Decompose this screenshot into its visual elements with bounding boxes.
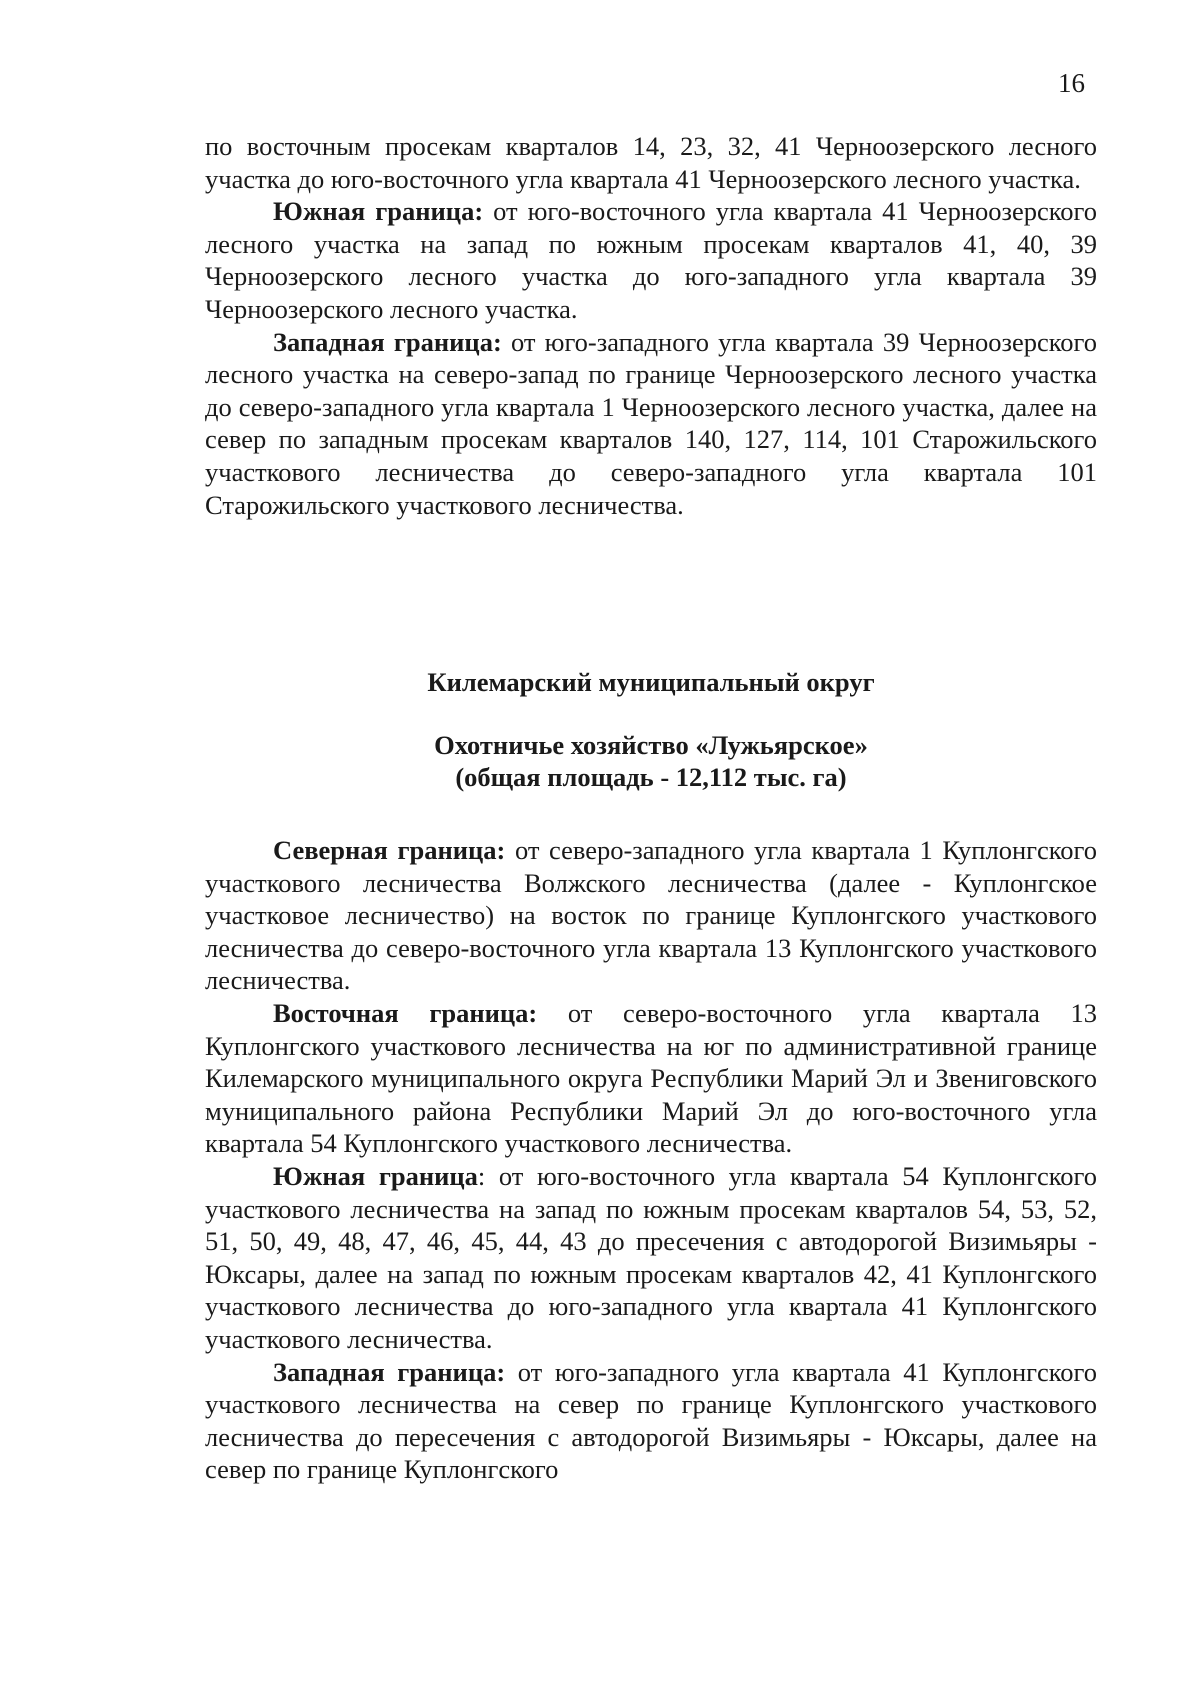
south-boundary-text: от юго-восточного угла квартала 41 Черноозерского лесного участка на запад по южным просекам кварталов 41, 40, 39 Черноозерского лесного участка до юго-западного угла квартала 39 Черноозерского лесного участка.: [205, 196, 1097, 324]
east-boundary-label: Восточная граница:: [273, 997, 538, 1028]
paragraph-east-boundary: [205, 997, 1097, 1160]
paragraph-north-boundary: [205, 834, 1097, 997]
east-boundary-text: от северо-восточного угла квартала 13 Куплонгского участкового лесничества на юг по административной границе Килемарского муниципального округа Республики Марий Эл и Звениговского муниципального района Республики Марий Эл до юго-восточного угла квартала 54 Куплонгского участкового лесничества.: [205, 997, 1097, 1159]
south-boundary-label-2: Южная граница: [273, 1160, 478, 1191]
paragraph-continued: по восточным просекам кварталов 14, 23, 32, 41 Черноозерского лесного участка до юго-восточного угла квартала 41 Черноозерского лесного участка.: [205, 131, 1097, 194]
north-boundary-label: Северная граница:: [273, 835, 506, 865]
west-boundary-text-2: от юго-западного угла квартала 41 Куплонгского участкового лесничества на север по границе Куплонгского участкового лесничества до пересечения с автодорогой Визимьяры - Юксары, далее на север по границе Куплонгского: [205, 1356, 1097, 1485]
south-boundary-text-2: : от юго-восточного угла квартала 54 Куплонгского участкового лесничества на запад по южным просекам кварталов 54, 53, 52, 51, 50, 49, 48, 47, 46, 45, 44, 43 до пресечения с автодорогой Визимьяры - Юксары, далее на запад по южным просекам кварталов 42, 41 Куплонгского участкового лесничества до юго-западного угла квартала 41 Куплонгского участкового лесничества.: [205, 1160, 1097, 1354]
west-boundary-label-2: Западная граница:: [273, 1356, 506, 1387]
page-number: 16: [1058, 68, 1085, 98]
district-heading: Килемарский муниципальный округ: [427, 667, 875, 697]
boundary-section-2: [205, 834, 1097, 1486]
hunting-title: Охотничье хозяйство «Лужьярское»: [434, 730, 868, 760]
boundary-section-1: [205, 130, 1097, 521]
paragraph-south-boundary: [205, 195, 1097, 325]
west-boundary-label: Западная граница:: [273, 326, 502, 357]
west-boundary-text: от юго-западного угла квартала 39 Черноозерского лесного участка на северо-запад по границе Черноозерского лесного участка до северо-западного угла квартала 1 Черноозерского лесного участка, далее на север по западным просекам кварталов 140, 127, 114, 101 Старожильского участкового лесничества до северо-западного угла квартала 101 Старожильского участкового лесничества.: [205, 326, 1097, 520]
north-boundary-text: от северо-западного угла квартала 1 Куплонгского участкового лесничества Волжского лесничества (далее - Куплонгское участковое лесничество) на восток по границе Куплонгского участкового лесничества до северо-восточного угла квартала 13 Куплонгского участкового лесничества.: [205, 835, 1097, 996]
south-boundary-label: Южная граница:: [273, 196, 484, 227]
paragraph-south-boundary-2: [205, 1160, 1097, 1356]
hunting-area: (общая площадь - 12,112 тыс. га): [455, 762, 847, 792]
paragraph-west-boundary-2: [205, 1356, 1097, 1486]
hunting-heading: [205, 729, 1097, 793]
paragraph-west-boundary: [205, 326, 1097, 522]
